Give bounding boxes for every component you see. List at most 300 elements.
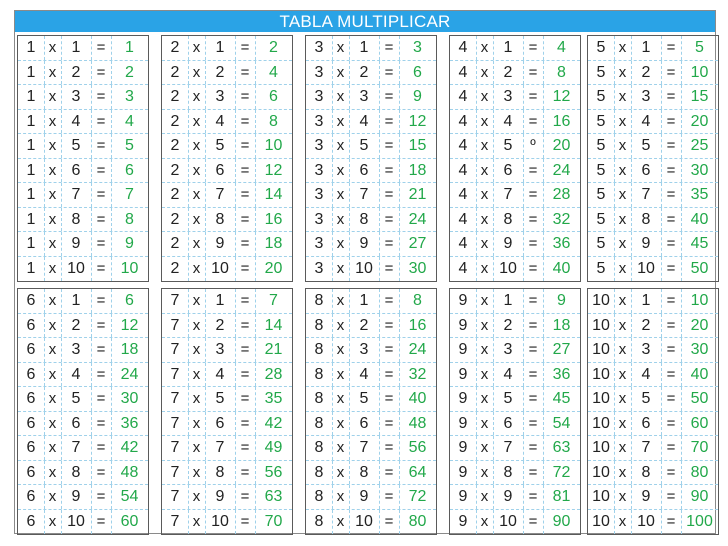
times-sign: x [332, 257, 350, 282]
multiplicand: 6 [18, 412, 45, 436]
times-sign: x [44, 208, 62, 232]
multiplier: 9 [349, 232, 380, 256]
multiplicand: 8 [306, 387, 333, 411]
times-table-block [587, 35, 719, 282]
multiplier: 10 [631, 510, 662, 535]
multiplier: 6 [349, 412, 380, 436]
table-row [306, 257, 436, 282]
times-sign: x [332, 510, 350, 535]
times-sign: x [188, 61, 206, 85]
equals-sign: = [91, 208, 112, 232]
table-row [162, 36, 292, 61]
multiplicand: 1 [18, 85, 45, 109]
equals-sign: = [661, 159, 682, 183]
multiplier: 2 [205, 61, 236, 85]
multiplicand: 4 [450, 257, 477, 282]
multiplicand: 1 [18, 110, 45, 134]
multiplier: 9 [493, 485, 524, 509]
multiplicand: 5 [588, 257, 615, 282]
table-row [306, 289, 436, 314]
table-row [18, 338, 148, 363]
multiplier: 2 [493, 61, 524, 85]
multiplicand: 1 [18, 159, 45, 183]
multiplicand: 1 [18, 232, 45, 256]
equals-sign: = [523, 485, 544, 509]
product: 24 [408, 341, 427, 358]
product: 5 [695, 39, 704, 56]
equals-sign: = [235, 232, 256, 256]
multiplier: 6 [493, 159, 524, 183]
product: 28 [264, 365, 283, 383]
equals-sign: = [523, 363, 544, 387]
multiplicand: 6 [18, 461, 45, 485]
product: 12 [120, 316, 139, 334]
times-sign: x [332, 159, 350, 183]
table-row [306, 232, 436, 257]
multiplicand: 1 [18, 134, 45, 158]
table-row [18, 363, 148, 388]
multiplicand: 5 [588, 208, 615, 232]
multiplicand: 5 [588, 134, 615, 158]
product: 30 [690, 341, 709, 358]
multiplier: 9 [205, 485, 236, 509]
equals-sign: = [661, 208, 682, 232]
equals-sign: = [235, 36, 256, 60]
table-row [306, 412, 436, 437]
times-sign: x [44, 257, 62, 282]
product: 64 [408, 463, 427, 481]
times-sign: x [188, 387, 206, 411]
table-row [18, 183, 148, 208]
multiplier: 7 [205, 183, 236, 207]
equals-sign: = [235, 412, 256, 436]
times-sign: x [476, 134, 494, 158]
multiplier: 8 [205, 461, 236, 485]
multiplier: 5 [205, 134, 236, 158]
table-row [18, 110, 148, 135]
table-row [18, 134, 148, 159]
product: 9 [413, 88, 422, 105]
times-sign: x [332, 436, 350, 460]
multiplier: 3 [349, 338, 380, 362]
table-row [450, 338, 580, 363]
multiplicand: 8 [306, 338, 333, 362]
table-row [588, 257, 718, 282]
table-row [306, 363, 436, 388]
multiplier: 6 [61, 412, 92, 436]
multiplicand: 2 [162, 134, 189, 158]
multiplicand: 9 [450, 412, 477, 436]
equals-sign: = [661, 110, 682, 134]
times-sign: x [614, 289, 632, 313]
times-sign: x [44, 485, 62, 509]
equals-sign: = [379, 183, 400, 207]
times-sign: x [476, 461, 494, 485]
multiplicand: 9 [450, 314, 477, 338]
multiplier: 10 [349, 510, 380, 535]
multiplier: 7 [61, 183, 92, 207]
times-sign: x [332, 61, 350, 85]
times-sign: x [188, 36, 206, 60]
equals-sign: = [523, 208, 544, 232]
times-sign: x [332, 232, 350, 256]
equals-sign: = [523, 289, 544, 313]
product: 54 [120, 488, 139, 505]
equals-sign: = [661, 387, 682, 411]
product: 8 [413, 292, 422, 309]
multiplicand: 4 [450, 110, 477, 134]
product: 7 [125, 186, 134, 203]
equals-sign: = [661, 363, 682, 387]
multiplicand: 3 [306, 183, 333, 207]
multiplier: 4 [493, 110, 524, 134]
product: 20 [552, 137, 571, 154]
table-row [18, 436, 148, 461]
product: 3 [413, 39, 422, 56]
equals-sign: = [379, 485, 400, 509]
product: 45 [552, 390, 571, 407]
times-sign: x [44, 36, 62, 60]
product: 36 [552, 235, 571, 252]
product: 56 [408, 439, 427, 456]
product: 9 [125, 235, 134, 252]
times-sign: x [188, 208, 206, 232]
table-row [588, 183, 718, 208]
times-sign: x [476, 338, 494, 362]
multiplier: 8 [205, 208, 236, 232]
times-sign: x [44, 289, 62, 313]
multiplicand: 10 [588, 412, 615, 436]
multiplier: 10 [61, 257, 92, 282]
equals-sign: = [661, 183, 682, 207]
multiplicand: 3 [306, 85, 333, 109]
multiplicand: 3 [306, 257, 333, 282]
multiplicand: 7 [162, 314, 189, 338]
multiplier: 5 [493, 134, 524, 158]
multiplier: 3 [631, 338, 662, 362]
multiplier: 5 [61, 387, 92, 411]
times-sign: x [188, 363, 206, 387]
product: 40 [552, 259, 571, 277]
multiplier: 9 [631, 485, 662, 509]
product: 36 [552, 365, 571, 383]
equals-sign: = [91, 314, 112, 338]
times-sign: x [476, 208, 494, 232]
multiplier: 1 [631, 289, 662, 313]
product: 30 [120, 390, 139, 407]
table-row [588, 363, 718, 388]
table-row [162, 85, 292, 110]
table-row [162, 183, 292, 208]
table-row [306, 461, 436, 486]
product: 6 [125, 161, 134, 179]
table-row [450, 232, 580, 257]
multiplier: 6 [205, 159, 236, 183]
multiplicand: 10 [588, 363, 615, 387]
multiplier: 2 [205, 314, 236, 338]
table-row [588, 232, 718, 257]
product: 56 [264, 463, 283, 481]
equals-sign: = [91, 510, 112, 535]
times-sign: x [188, 289, 206, 313]
multiplier: 9 [493, 232, 524, 256]
multiplicand: 5 [588, 85, 615, 109]
multiplicand: 2 [162, 36, 189, 60]
multiplier: 3 [493, 85, 524, 109]
equals-sign: = [379, 387, 400, 411]
product: 30 [690, 161, 709, 179]
product: 8 [557, 63, 566, 81]
equals-sign: = [235, 338, 256, 362]
product: 1 [125, 39, 134, 56]
table-row [18, 257, 148, 282]
equals-sign: = [661, 134, 682, 158]
multiplicand: 5 [588, 183, 615, 207]
equals-sign: = [661, 510, 682, 535]
table-row [588, 412, 718, 437]
table-row [306, 510, 436, 535]
multiplicand: 9 [450, 363, 477, 387]
multiplier: 3 [631, 85, 662, 109]
product: 30 [408, 259, 427, 277]
times-sign: x [476, 314, 494, 338]
multiplier: 4 [61, 110, 92, 134]
multiplicand: 5 [588, 159, 615, 183]
times-sign: x [614, 412, 632, 436]
multiplication-sheet [14, 10, 716, 534]
times-table-block [449, 288, 581, 535]
times-table-block [449, 35, 581, 282]
equals-sign: = [661, 257, 682, 282]
equals-sign: = [661, 412, 682, 436]
table-row [450, 485, 580, 510]
product: 27 [408, 235, 427, 252]
multiplier: 6 [493, 412, 524, 436]
table-row [162, 387, 292, 412]
table-row [450, 36, 580, 61]
multiplicand: 6 [18, 387, 45, 411]
equals-sign: = [91, 257, 112, 282]
table-row [450, 363, 580, 388]
multiplier: 7 [349, 183, 380, 207]
equals-sign: = [91, 232, 112, 256]
multiplicand: 3 [306, 208, 333, 232]
times-sign: x [476, 412, 494, 436]
multiplier: 6 [61, 159, 92, 183]
product: 54 [552, 414, 571, 432]
multiplicand: 2 [162, 257, 189, 282]
times-sign: x [614, 159, 632, 183]
times-sign: x [332, 461, 350, 485]
times-sign: x [332, 183, 350, 207]
equals-sign: = [661, 461, 682, 485]
multiplier: 3 [349, 85, 380, 109]
times-sign: x [476, 289, 494, 313]
product: 2 [125, 63, 134, 81]
multiplier: 5 [349, 134, 380, 158]
multiplicand: 3 [306, 110, 333, 134]
times-sign: x [614, 485, 632, 509]
product: 63 [264, 488, 283, 505]
times-sign: x [476, 510, 494, 535]
table-row [18, 61, 148, 86]
multiplier: 4 [61, 363, 92, 387]
table-row [450, 85, 580, 110]
table-row [162, 208, 292, 233]
equals-sign: = [235, 61, 256, 85]
product: 4 [125, 112, 134, 130]
product: 80 [408, 512, 427, 530]
multiplier: 9 [61, 232, 92, 256]
multiplier: 8 [61, 461, 92, 485]
table-row [18, 85, 148, 110]
multiplicand: 9 [450, 510, 477, 535]
equals-sign: = [661, 289, 682, 313]
multiplier: 5 [61, 134, 92, 158]
product: 48 [120, 463, 139, 481]
multiplier: 1 [205, 36, 236, 60]
equals-sign: = [235, 314, 256, 338]
multiplicand: 7 [162, 338, 189, 362]
multiplier: 8 [631, 208, 662, 232]
product: 50 [690, 390, 709, 407]
multiplier: 7 [493, 436, 524, 460]
multiplier: 9 [631, 232, 662, 256]
equals-sign: = [235, 159, 256, 183]
times-sign: x [476, 183, 494, 207]
times-table-block [161, 288, 293, 535]
table-row [588, 36, 718, 61]
equals-sign: = [379, 61, 400, 85]
multiplicand: 8 [306, 412, 333, 436]
equals-sign: = [235, 110, 256, 134]
equals-sign: = [379, 510, 400, 535]
table-row [450, 183, 580, 208]
times-sign: x [44, 387, 62, 411]
multiplicand: 10 [588, 510, 615, 535]
multiplier: 8 [631, 461, 662, 485]
equals-sign: = [523, 314, 544, 338]
table-row [162, 510, 292, 535]
table-row [162, 159, 292, 184]
multiplier: 7 [493, 183, 524, 207]
multiplier: 1 [349, 36, 380, 60]
product: 90 [552, 512, 571, 530]
table-row [450, 436, 580, 461]
multiplier: 8 [493, 208, 524, 232]
product: 63 [552, 439, 571, 456]
times-sign: x [44, 363, 62, 387]
multiplicand: 4 [450, 134, 477, 158]
times-sign: x [332, 110, 350, 134]
equals-sign: = [379, 338, 400, 362]
multiplicand: 5 [588, 61, 615, 85]
times-sign: x [614, 461, 632, 485]
product: 36 [120, 414, 139, 432]
times-sign: x [332, 208, 350, 232]
equals-sign: = [91, 159, 112, 183]
equals-sign: = [235, 289, 256, 313]
times-sign: x [476, 257, 494, 282]
multiplier: 8 [61, 208, 92, 232]
table-row [162, 485, 292, 510]
times-sign: x [332, 85, 350, 109]
multiplier: 4 [349, 110, 380, 134]
multiplicand: 9 [450, 485, 477, 509]
multiplicand: 2 [162, 85, 189, 109]
multiplier: 10 [205, 510, 236, 535]
equals-sign: = [523, 85, 544, 109]
multiplicand: 2 [162, 159, 189, 183]
times-table-block [161, 35, 293, 282]
multiplicand: 2 [162, 208, 189, 232]
multiplicand: 10 [588, 314, 615, 338]
times-sign: x [188, 257, 206, 282]
table-row [306, 314, 436, 339]
table-row [450, 387, 580, 412]
multiplicand: 10 [588, 338, 615, 362]
times-sign: x [188, 485, 206, 509]
table-row [306, 36, 436, 61]
multiplier: 7 [349, 436, 380, 460]
table-row [18, 208, 148, 233]
table-row [18, 314, 148, 339]
equals-sign: = [523, 257, 544, 282]
times-sign: x [476, 232, 494, 256]
table-row [450, 208, 580, 233]
multiplicand: 4 [450, 183, 477, 207]
table-row [588, 134, 718, 159]
multiplier: 3 [61, 85, 92, 109]
times-sign: x [614, 510, 632, 535]
table-row [306, 134, 436, 159]
multiplicand: 7 [162, 387, 189, 411]
product: 28 [552, 186, 571, 203]
times-sign: x [188, 338, 206, 362]
times-sign: x [44, 232, 62, 256]
multiplicand: 1 [18, 257, 45, 282]
multiplicand: 8 [306, 461, 333, 485]
table-row [450, 510, 580, 535]
multiplier: 4 [631, 110, 662, 134]
multiplicand: 7 [162, 363, 189, 387]
times-sign: x [476, 159, 494, 183]
times-sign: x [44, 436, 62, 460]
equals-sign: = [235, 485, 256, 509]
equals-sign: = [523, 183, 544, 207]
multiplicand: 9 [450, 461, 477, 485]
table-row [18, 485, 148, 510]
product: 49 [264, 439, 283, 456]
multiplicand: 6 [18, 436, 45, 460]
times-sign: x [332, 314, 350, 338]
multiplicand: 8 [306, 510, 333, 535]
equals-sign: = [91, 183, 112, 207]
equals-sign: = [523, 412, 544, 436]
product: 6 [269, 88, 278, 105]
multiplicand: 1 [18, 61, 45, 85]
table-row [306, 208, 436, 233]
times-sign: x [614, 134, 632, 158]
times-sign: x [332, 134, 350, 158]
times-sign: x [332, 387, 350, 411]
multiplicand: 7 [162, 485, 189, 509]
product: 15 [408, 137, 427, 154]
multiplicand: 2 [162, 232, 189, 256]
times-sign: x [44, 159, 62, 183]
times-sign: x [332, 363, 350, 387]
times-sign: x [476, 436, 494, 460]
